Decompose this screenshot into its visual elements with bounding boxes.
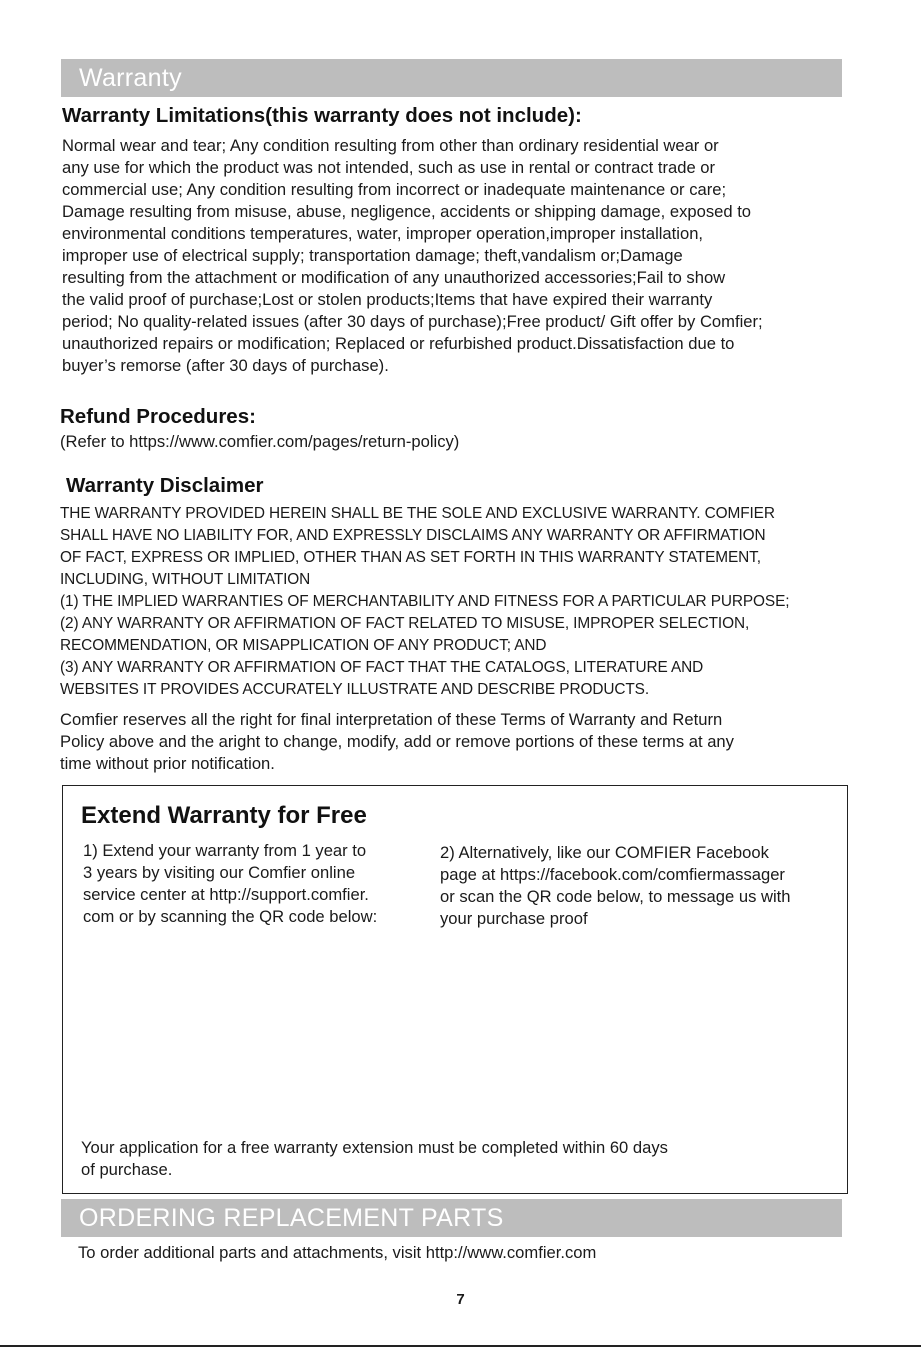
section-header-warranty: Warranty [61, 59, 842, 97]
disclaimer-heading: Warranty Disclaimer [66, 474, 264, 497]
extend-option-2: 2) Alternatively, like our COMFIER Facebook page at https://facebook.com/comfiermassager or scan the QR code below, to message us with your purchase proof [440, 843, 791, 928]
bottom-divider [0, 1345, 921, 1347]
replacement-parts-text: To order additional parts and attachments, visit http://www.comfier.com [78, 1243, 597, 1262]
extend-warranty-heading: Extend Warranty for Free [81, 802, 367, 829]
extend-option-1: 1) Extend your warranty from 1 year to 3 years by visiting our Comfier online service center at http://support.comfier. com or by scanning the QR code below: [83, 841, 378, 926]
section-header-replacement-parts: ORDERING REPLACEMENT PARTS [61, 1199, 842, 1237]
page-number: 7 [456, 1291, 465, 1308]
limitations-text: Normal wear and tear; Any condition resulting from other than ordinary residential wear or any use for which the product was not intended, such as use in rental or contract trade or commercial use; Any condition resulting from incorrect or inadequate maintenance or care; Damage resulting from misuse, abuse, negligence, accidents or shipping damage, exposed to environmental conditions temperatures, water, improper operation,improper installation, improper use of electrical supply; transportation damage; theft,vandalism or;Damage resulting from the attachment or modification of any unauthorized accessories;Fail to show the valid proof of purchase;Lost or stolen products;Items that have expired their warranty period; No quality-related issues (after 30 days of purchase);Free product/ Gift offer by Comfier; unauthorized repairs or modification; Replaced or refurbished product.Dissatisfaction due to buyer’s remorse (after 30 days of purchase). [62, 136, 763, 375]
interpretation-text: Comfier reserves all the right for final interpretation of these Terms of Warranty and Return Policy above and the aright to change, modify, add or remove portions of these terms at any time without prior notification. [60, 710, 734, 773]
limitations-heading: Warranty Limitations(this warranty does not include): [62, 104, 582, 127]
extend-warranty-box [62, 785, 848, 1194]
extend-note: Your application for a free warranty extension must be completed within 60 days of purchase. [81, 1138, 668, 1179]
disclaimer-text: THE WARRANTY PROVIDED HEREIN SHALL BE THE SOLE AND EXCLUSIVE WARRANTY. COMFIER SHALL HAVE NO LIABILITY FOR, AND EXPRESSLY DISCLAIMS ANY WARRANTY OR AFFIRMATION OF FACT, EXPRESS OR IMPLIED, OTHER THAN AS SET FORTH IN THIS WARRANTY STATEMENT, INCLUDING, WITHOUT LIMITATION (1) THE IMPLIED WARRANTIES OF MERCHANTABILITY AND FITNESS FOR A PARTICULAR PURPOSE; (2) ANY WARRANTY OR AFFIRMATION OF FACT RELATED TO MISUSE, IMPROPER SELECTION, RECOMMENDATION, OR MISAPPLICATION OF ANY PRODUCT; AND (3) ANY WARRANTY OR AFFIRMATION OF FACT THAT THE CATALOGS, LITERATURE AND WEBSITES IT PROVIDES ACCURATELY ILLUSTRATE AND DESCRIBE PRODUCTS. [60, 505, 790, 698]
qr-code-area [83, 936, 829, 1126]
refund-heading: Refund Procedures: [60, 405, 256, 428]
refund-text: (Refer to https://www.comfier.com/pages/return-policy) [60, 432, 460, 451]
